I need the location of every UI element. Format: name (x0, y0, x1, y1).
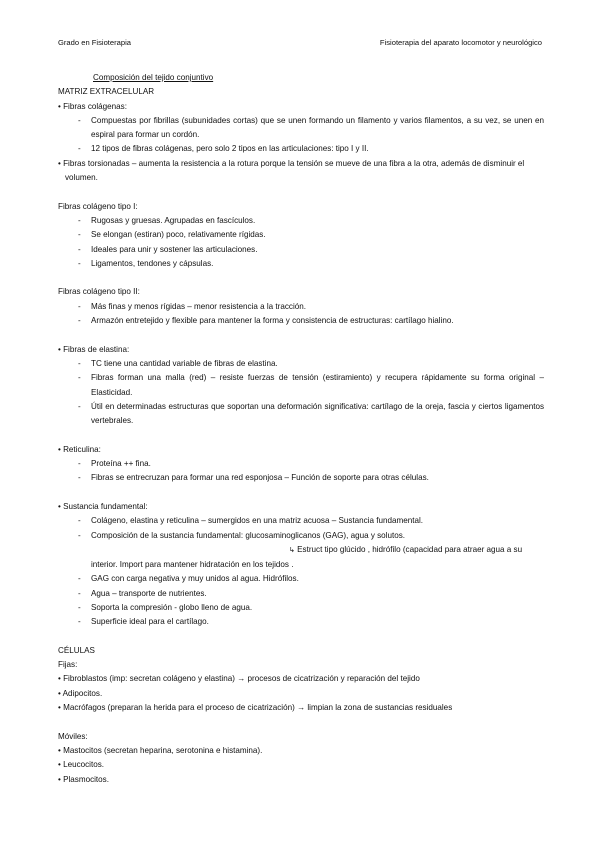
document-title: Composición del tejido conjuntivo (93, 73, 214, 82)
list-item: - Armazón entretejido y flexible para mantener la forma y consistencia de estructuras: cartílago hialino. (78, 316, 454, 326)
list-item: • Macrófagos (preparan la herida para el proceso de cicatrización) → limpian la zona de sustancias residuales (58, 703, 453, 713)
bullet-elastina: • Fibras de elastina: (58, 344, 130, 354)
document-body (58, 71, 544, 787)
list-item: • Mastocitos (secretan heparina, serotonina e histamina). (58, 745, 263, 755)
subheading-fijas: Fijas: (58, 660, 78, 670)
list-item-continuation: ↳ Estruct tipo glúcido , hidrófilo (capacidad para atraer agua a su (289, 544, 523, 554)
list-item: - Más finas y menos rígidas – menor resistencia a la tracción. (78, 301, 307, 311)
list-item: • Fibroblastos (imp: secretan colágeno y elastina) → procesos de cicatrización y reparación del tejido (58, 674, 420, 684)
bullet-colagenas: • Fibras colágenas: (58, 101, 127, 111)
list-item: - Colágeno, elastina y reticulina – sumergidos en una matriz acuosa – Sustancia fundamental. (78, 516, 424, 526)
sub-arrow-icon: ↳ (289, 546, 295, 554)
header-left: Grado en Fisioterapia (58, 38, 132, 47)
list-item: - Agua – transporte de nutrientes. (78, 588, 207, 598)
bullet-sustancia: • Sustancia fundamental: (58, 501, 148, 511)
list-item: - Superficie ideal para el cartílago. (78, 617, 209, 627)
header-right: Fisioterapia del aparato locomotor y neurológico (379, 38, 542, 47)
section-heading-matrix: MATRIZ EXTRACELULAR (58, 87, 155, 97)
subheading-moviles: Móviles: (58, 731, 88, 741)
list-item: - Se elongan (estiran) poco, relativamente rígidas. (78, 230, 266, 240)
list-item: - GAG con carga negativa y muy unidos al agua. Hidrófilos. (78, 574, 299, 584)
list-item: - Fibras forman una malla (red) – resiste fuerzas de tensión (estiramiento) y recupera rápidamente su forma original – Elasticidad. (78, 373, 544, 397)
list-item: - Fibras se entrecruzan para formar una red esponjosa – Función de soporte para otras células. (78, 473, 429, 483)
list-item: • Leucocitos. (58, 760, 105, 770)
list-item: - Útil en determinadas estructuras que soportan una deformación significativa: cartílago de la oreja, fascia y ciertos ligamentos vertebrales. (78, 401, 544, 426)
list-item: - Ligamentos, tendones y cápsulas. (78, 258, 214, 268)
list-item: • Adipocitos. (58, 688, 103, 698)
subheading-tipo2: Fibras colágeno tipo II: (58, 287, 140, 297)
list-item: - Soporta la compresión - globo lleno de agua. (78, 602, 253, 612)
list-item: - Compuestas por fibrillas (subunidades cortas) que se unen formando un filamento y varios filamentos, a su vez, se unen en espiral para formar un cordón. (78, 115, 544, 140)
list-item: - Rugosas y gruesas. Agrupadas en fascículos. (78, 215, 256, 225)
list-item: - Ideales para unir y sostener las articulaciones. (78, 244, 258, 254)
list-item: - TC tiene una cantidad variable de fibras de elastina. (78, 358, 278, 368)
list-item: - Composición de la sustancia fundamental: glucosaminoglicanos (GAG), agua y solutos. (78, 530, 406, 540)
bullet-reticulina: • Reticulina: (58, 444, 101, 454)
subheading-tipo1: Fibras colágeno tipo I: (58, 201, 138, 211)
list-item: • Plasmocitos. (58, 774, 109, 784)
section-heading-celulas: CÉLULAS (58, 645, 95, 655)
bullet-torsionadas: • Fibras torsionadas – aumenta la resistencia a la rotura porque la tensión se mueve de una fibra a la otra, además de disminuir el volumen. (58, 158, 525, 183)
list-item: - Proteína ++ fina. (78, 459, 151, 469)
list-item-continuation: interior. Import para mantener hidratación en los tejidos . (91, 560, 294, 570)
list-item: - 12 tipos de fibras colágenas, pero solo 2 tipos en las articulaciones: tipo I y II. (78, 144, 369, 154)
